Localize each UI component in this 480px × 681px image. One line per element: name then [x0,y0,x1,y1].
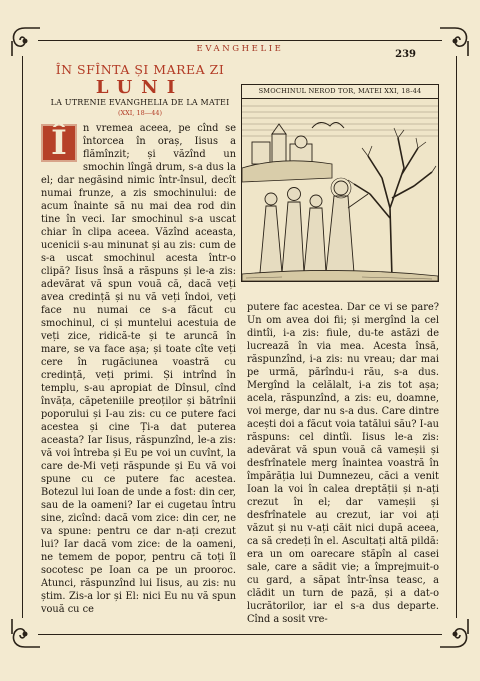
reading-subtitle: LA UTRENIE EVANGHELIA DE LA MATEI [50,98,230,107]
gospel-text-right-column [247,301,439,626]
frame-left-rule [22,56,23,618]
page-number: 239 [395,49,416,60]
barren-fig-tree-engraving [242,98,438,281]
running-title: EVANGHELIE [196,44,284,54]
gospel-text-right: putere fac acestea. Dar ce vi se pare? Un om avea doi fii; și mergînd la cel dintîi, i-a zis: fiule, du-te astăzi de lucrează în via mea. Acesta însă, răspunzînd, i-a zis: nu vreau; dar mai pe urmă, părîndu-i rău, s-a dus. Mergînd la celălalt, i-a zis tot așa; acela, răspunzînd, a zis: eu, doamne, voi merge, dar nu s-a dus. Care dintre acești doi a făcut voia tatălui său? I-au răspuns: cel dintîi. Iisus le-a zis: adevărat vă spun vouă că vameșii și desfrînatele merg înaintea voastră în împărăția lui Dumnezeu, căci a venit Ioan la voi în calea dreptății și n-ați crezut în el; dar vameșii și desfrînatele au crezut, iar voi ați văzut și nu v-ați căit nici după aceea, ca să credeți în el. Ascultați altă pildă: era un om oarecare stăpîn al casei sale, care a sădit vie; a împrejmuit-o cu gard, a săpat într-însa teasc, a clădit un turn de pază, și a dat-o lucrătorilor, iar el s-a dus departe. Cînd a sosit vre- [247,302,439,625]
feast-title-line1: ÎN SFÎNTA ȘI MAREA ZI [55,62,225,77]
gospel-text-left-column [41,122,236,616]
frame-right-rule [456,56,457,618]
illustration-caption: SMOCHINUL NEROD TOR, MATEI XXI, 18-44 [242,85,438,99]
gospel-text-left: n vremea aceea, pe cînd se întorcea în oraș, Iisus a flămînzit; și văzînd un smochin lîngă drum, s-a dus la el; dar negăsind nimic într-însul, decît numai frunze, a zis smochinului: de acum înainte să nu mai dea rod din tine în veci. Iar smochinul s-a uscat chiar în clipa aceea. Văzînd aceasta, ucenicii s-au minunat și au zis: cum de s-a uscat smochinul acesta într-o clipă? Iisus însă a răspuns și le-a zis: adevărat vă spun vouă că, dacă veți avea credință și nu vă veți îndoi, veți face nu numai ce s-a făcut cu smochinul, ci și muntelui acestuia de veți zice, ridică-te și te aruncă în mare, se va face așa; și toate cîte veți cere în rugăciunea voastră cu credință, veți primi. Și intrînd în templu, s-au apropiat de Dînsul, cînd învăța, căpeteniile preoților și bătrînii poporului și I-au zis: cu ce putere faci acestea și cine Ți-a dat puterea aceasta? Iar Iisus, răspunzînd, le-a zis: vă voi întreba și Eu pe voi un cuvînt, la care de-Mi veți răspunde și Eu vă voi spune cu ce putere fac acestea. Botezul lui Ioan de unde a fost: din cer, sau de la oameni? Iar ei cugetau întru sine, zicînd: dacă vom zice: din cer, ne va spune: pentru ce dar n-ați crezut lui? Iar dacă vom zice: de la oameni, ne temem de popor, pentru că toți îl socotesc pe Ioan ca pe un prooroc. Atunci, răspunzînd lui Iisus, au zis: nu știm. Zis-a lor și El: nici Eu nu vă spun vouă cu ce [41,123,236,615]
corner-ornament-bottom-left-icon [8,617,42,651]
frame-top-rule [38,40,442,41]
scripture-reference: (XXI, 18—44) [117,109,163,117]
feast-title-line2: LUNI [95,77,185,98]
decorated-initial-letter: Î [41,124,77,162]
corner-ornament-bottom-right-icon [438,617,472,651]
engraving-illustration [241,84,439,282]
frame-bottom-rule [38,634,442,635]
